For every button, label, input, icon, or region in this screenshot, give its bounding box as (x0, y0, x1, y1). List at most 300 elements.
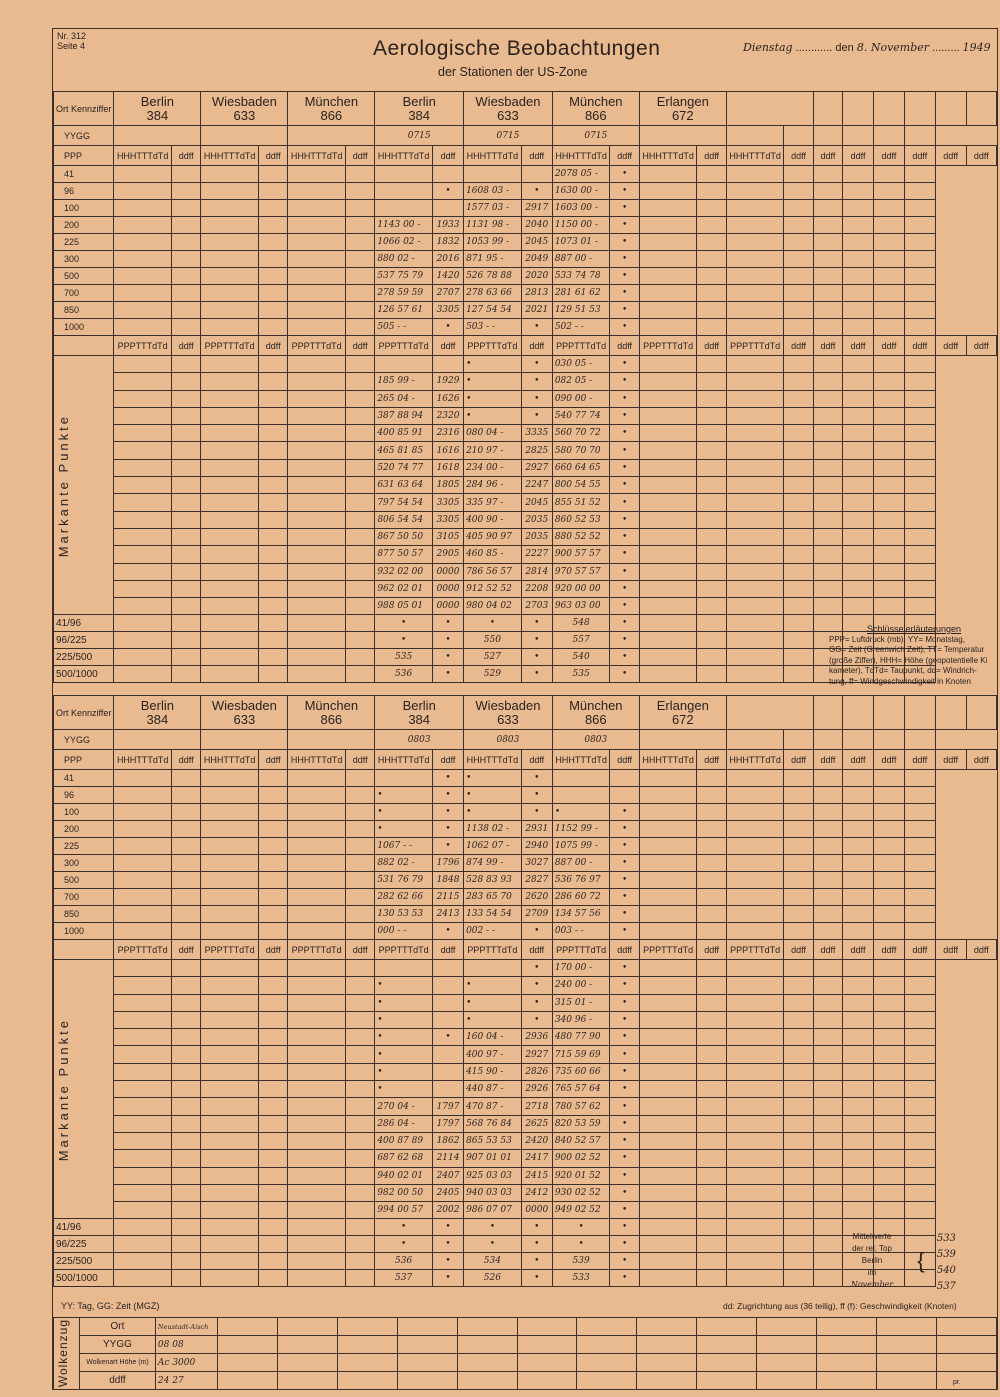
cell (114, 494, 172, 511)
cell (114, 1046, 172, 1063)
cell (904, 906, 935, 923)
obs-value: • (610, 923, 639, 940)
cell (726, 598, 784, 615)
cell (639, 425, 697, 442)
layer-value: • (610, 1219, 639, 1236)
column-header-ddff: ddff (843, 336, 874, 356)
cell (172, 285, 201, 302)
table-row (54, 821, 997, 838)
cell (259, 923, 288, 940)
column-header-ddff: ddff (813, 940, 842, 960)
column-header-ddff: ddff (935, 336, 966, 356)
cell (843, 696, 874, 730)
cell (114, 1184, 172, 1201)
cell (784, 889, 813, 906)
cell (639, 268, 697, 285)
cell (114, 546, 172, 563)
cell (873, 563, 904, 580)
station-name: München (304, 698, 359, 713)
cell (201, 872, 259, 889)
cell (726, 696, 813, 730)
obs-value: 400 87 89 (375, 1132, 433, 1149)
means-value: 540 (936, 1265, 956, 1276)
cell (873, 92, 904, 126)
cell (259, 563, 288, 580)
cell (873, 1184, 904, 1201)
table-row (54, 511, 997, 528)
cell (217, 1354, 277, 1372)
cell (784, 1219, 813, 1236)
cell (813, 563, 842, 580)
cell (784, 477, 813, 494)
layer-value: 527 (464, 649, 522, 666)
obs-value: 286 04 - (375, 1115, 433, 1132)
obs-value: 880 52 52 (552, 528, 610, 545)
cell (639, 528, 697, 545)
cell (288, 511, 346, 528)
cell (639, 1219, 697, 1236)
cell (784, 200, 813, 217)
column-header-ddff: ddff (784, 750, 813, 770)
cell (757, 1372, 817, 1390)
cell (697, 838, 726, 855)
cell (457, 1336, 517, 1354)
obs-value: • (464, 407, 522, 424)
cell (873, 166, 904, 183)
obs-value: • (610, 994, 639, 1011)
cell (843, 217, 874, 234)
obs-value: 786 56 57 (464, 563, 522, 580)
column-header-hhh: HHHTTTdTd (639, 146, 697, 166)
cell (904, 855, 935, 872)
table-row (54, 546, 997, 563)
cell (277, 1354, 337, 1372)
cell (201, 1046, 259, 1063)
column-header-ppp: PPPTTTdTd (288, 940, 346, 960)
obs-value: 0000 (432, 563, 463, 580)
cell (904, 1029, 935, 1046)
cell (873, 906, 904, 923)
cell (345, 977, 374, 994)
cell (345, 302, 374, 319)
cell (697, 390, 726, 407)
cell (784, 1253, 813, 1270)
cell (843, 821, 874, 838)
cell (936, 1318, 996, 1336)
layer-value: 535 (552, 666, 610, 683)
cell (114, 977, 172, 994)
cell (784, 494, 813, 511)
cell (726, 838, 784, 855)
cell (784, 126, 813, 146)
layer-label: 225/500 (54, 649, 114, 666)
station-number: 866 (584, 712, 607, 727)
cell (784, 1202, 813, 1219)
obs-value (432, 166, 463, 183)
cell (904, 459, 935, 476)
cell (697, 425, 726, 442)
column-header-ddff: ddff (521, 940, 552, 960)
cell (843, 477, 874, 494)
column-header-ddff: ddff (697, 146, 726, 166)
cell (697, 302, 726, 319)
cell (813, 977, 842, 994)
cell (843, 977, 874, 994)
cell (288, 477, 346, 494)
cell (114, 234, 172, 251)
obs-value: 1150 00 - (552, 217, 610, 234)
cell (784, 1270, 813, 1287)
obs-value: • (610, 821, 639, 838)
column-header-ddff: ddff (345, 750, 374, 770)
column-header-hhh: HHHTTTdTd (552, 750, 610, 770)
cell (904, 494, 935, 511)
cell (172, 1081, 201, 1098)
obs-value: 315 01 - (552, 994, 610, 1011)
cell (259, 166, 288, 183)
obs-value (432, 200, 463, 217)
obs-value: 126 57 61 (375, 302, 433, 319)
cell (726, 302, 784, 319)
obs-value: 871 95 - (464, 251, 522, 268)
cell (784, 251, 813, 268)
obs-value: 526 78 88 (464, 268, 522, 285)
column-header-ddff: ddff (697, 940, 726, 960)
cell (873, 546, 904, 563)
obs-value: • (521, 183, 552, 200)
cell (288, 770, 346, 787)
obs-value: 874 99 - (464, 855, 522, 872)
table-row (54, 1167, 997, 1184)
station-name: München (569, 698, 623, 713)
cell (639, 923, 697, 940)
cell (288, 373, 346, 390)
cell (726, 92, 813, 126)
cell (784, 1236, 813, 1253)
cell (784, 459, 813, 476)
cell (726, 1150, 784, 1167)
obs-value: 855 51 52 (552, 494, 610, 511)
table-row (54, 872, 997, 889)
cell (288, 1098, 346, 1115)
cell (114, 1081, 172, 1098)
obs-value: 970 57 57 (552, 563, 610, 580)
cell (873, 183, 904, 200)
cell (345, 994, 374, 1011)
cell (843, 285, 874, 302)
means-label: der rel. Top (852, 1244, 892, 1253)
yygg-label: YYGG (54, 730, 114, 750)
cell (201, 1236, 259, 1253)
cell (697, 960, 726, 977)
cell (904, 1081, 935, 1098)
obs-value: 537 75 79 (375, 268, 433, 285)
obs-value: • (464, 977, 522, 994)
obs-value: 2115 (432, 889, 463, 906)
cell (697, 1236, 726, 1253)
cell (873, 1132, 904, 1149)
obs-value: • (610, 906, 639, 923)
cell (873, 126, 904, 146)
station-name: Berlin (402, 698, 436, 713)
cell (288, 1150, 346, 1167)
cell (697, 234, 726, 251)
station-name: Erlangen (656, 698, 709, 713)
cell (639, 787, 697, 804)
column-header-ppp: PPPTTTdTd (464, 336, 522, 356)
cell (726, 977, 784, 994)
cell (757, 1318, 817, 1336)
column-header-ddff: ddff (843, 146, 874, 166)
obs-value: 1805 (432, 477, 463, 494)
obs-value: • (521, 804, 552, 821)
layer-value: • (375, 1236, 433, 1253)
cell (201, 821, 259, 838)
cell (201, 923, 259, 940)
obs-value: • (521, 407, 552, 424)
table-row (54, 994, 997, 1011)
layer-value: 529 (464, 666, 522, 683)
obs-value: • (610, 477, 639, 494)
obs-value: 286 60 72 (552, 889, 610, 906)
cell (114, 923, 172, 940)
column-header-ddff: ddff (259, 940, 288, 960)
column-header-ddff: ddff (521, 750, 552, 770)
obs-value: 887 00 - (552, 855, 610, 872)
cell (784, 730, 813, 750)
cell (784, 1098, 813, 1115)
wolkenzug-value: 24 27 (155, 1372, 217, 1390)
column-header-ddff: ddff (813, 750, 842, 770)
cell (843, 200, 874, 217)
cell (904, 1132, 935, 1149)
cell (288, 649, 346, 666)
cell (726, 442, 784, 459)
column-header-ddff: ddff (784, 146, 813, 166)
cell (639, 1202, 697, 1219)
cell (697, 770, 726, 787)
obs-value: 127 54 54 (464, 302, 522, 319)
cell (726, 1081, 784, 1098)
cell (259, 546, 288, 563)
cell (172, 407, 201, 424)
cell (345, 649, 374, 666)
obs-value: 003 - - (552, 923, 610, 940)
cell (639, 821, 697, 838)
station-name: Wiesbaden (475, 698, 541, 713)
obs-value: 880 02 - (375, 251, 433, 268)
table-row (54, 960, 997, 977)
cell (873, 994, 904, 1011)
cell (697, 1184, 726, 1201)
row-label: 200 (54, 821, 114, 838)
station-header (114, 92, 201, 126)
cell (259, 960, 288, 977)
column-header-ddff: ddff (697, 336, 726, 356)
cell (639, 234, 697, 251)
markante-text: Markante Punkte (56, 1017, 71, 1161)
obs-value: 580 70 70 (552, 442, 610, 459)
obs-value: • (521, 319, 552, 336)
column-header-hhh: HHHTTTdTd (464, 146, 522, 166)
cell (784, 580, 813, 597)
cell (114, 459, 172, 476)
obs-value: • (610, 1167, 639, 1184)
cell (172, 425, 201, 442)
obs-value: 2917 (521, 200, 552, 217)
cell (639, 477, 697, 494)
cell (697, 1098, 726, 1115)
cell (288, 923, 346, 940)
layer-value: • (464, 1219, 522, 1236)
cell (904, 546, 935, 563)
obs-value: 560 70 72 (552, 425, 610, 442)
column-header-ddff: ddff (432, 750, 463, 770)
column-header-ddff: ddff (813, 336, 842, 356)
layer-value: 539 (552, 1253, 610, 1270)
cell (114, 1202, 172, 1219)
obs-value: • (610, 1046, 639, 1063)
layer-value: • (432, 1219, 463, 1236)
obs-value: • (432, 770, 463, 787)
table-row (54, 750, 997, 770)
yygg-value: 0715 (375, 126, 464, 146)
cell (577, 1354, 637, 1372)
cell (639, 1132, 697, 1149)
cell (813, 251, 842, 268)
cell (172, 770, 201, 787)
obs-value: 2016 (432, 251, 463, 268)
obs-value: • (610, 217, 639, 234)
cell (114, 511, 172, 528)
table-row (54, 477, 997, 494)
cell (345, 200, 374, 217)
cell (784, 528, 813, 545)
obs-value: 3305 (432, 511, 463, 528)
station-header (639, 696, 726, 730)
cell (873, 251, 904, 268)
cell (114, 1253, 172, 1270)
cell (904, 92, 935, 126)
cell (726, 494, 784, 511)
cell (201, 1270, 259, 1287)
obs-value: • (610, 1063, 639, 1080)
cell (201, 356, 259, 373)
layer-value: • (521, 615, 552, 632)
column-header-ddff: ddff (873, 146, 904, 166)
cell (843, 126, 874, 146)
cell (517, 1372, 577, 1390)
cell (813, 92, 842, 126)
layer-value: • (521, 666, 552, 683)
cell (259, 598, 288, 615)
cell (813, 1167, 842, 1184)
cell (813, 302, 842, 319)
cell (784, 906, 813, 923)
cell (904, 477, 935, 494)
cell (114, 787, 172, 804)
cell (726, 1167, 784, 1184)
cell (345, 821, 374, 838)
obs-value: 129 51 53 (552, 302, 610, 319)
cell (345, 1270, 374, 1287)
cell (784, 615, 813, 632)
obs-value: 030 05 - (552, 356, 610, 373)
obs-value: 806 54 54 (375, 511, 433, 528)
cell (813, 425, 842, 442)
cell (114, 319, 172, 336)
obs-value: • (464, 770, 522, 787)
cell (697, 889, 726, 906)
cell (873, 268, 904, 285)
cell (114, 528, 172, 545)
cell (843, 1115, 874, 1132)
cell (726, 183, 784, 200)
cell (843, 251, 874, 268)
cell (172, 1132, 201, 1149)
station-header (201, 92, 288, 126)
cell (726, 1011, 784, 1028)
cell (172, 855, 201, 872)
cell (172, 632, 201, 649)
obs-value (432, 960, 463, 977)
cell (217, 1336, 277, 1354)
column-header-ppp: PPPTTTdTd (114, 336, 172, 356)
obs-value: 920 00 00 (552, 580, 610, 597)
cell (639, 855, 697, 872)
cell (697, 183, 726, 200)
station-number: 866 (320, 712, 343, 727)
cell (201, 1098, 259, 1115)
cell (726, 126, 784, 146)
cell (784, 546, 813, 563)
column-header-ddff: ddff (345, 336, 374, 356)
obs-value: 1626 (432, 390, 463, 407)
means-value: 533 (936, 1233, 956, 1244)
cell (873, 356, 904, 373)
cell (288, 234, 346, 251)
wolkenzug-row-label: Ort (79, 1318, 155, 1336)
obs-value: 520 74 77 (375, 459, 433, 476)
column-header-ddff: ddff (843, 750, 874, 770)
cell (639, 649, 697, 666)
obs-value: • (521, 977, 552, 994)
obs-value: 2827 (521, 872, 552, 889)
cell (784, 390, 813, 407)
cell (843, 730, 874, 750)
cell (288, 1219, 346, 1236)
cell (813, 1029, 842, 1046)
cell (345, 960, 374, 977)
cell (114, 373, 172, 390)
cell (813, 855, 842, 872)
cell (259, 356, 288, 373)
obs-value: 000 - - (375, 923, 433, 940)
cell (904, 217, 935, 234)
cell (201, 511, 259, 528)
cell (877, 1372, 937, 1390)
cell (813, 1046, 842, 1063)
markante-label (54, 356, 114, 615)
obs-value: 1608 03 - (464, 183, 522, 200)
row-label: 500 (54, 872, 114, 889)
corner-mark: pr. (953, 1379, 961, 1386)
cell (172, 960, 201, 977)
cell (259, 200, 288, 217)
cell (639, 1270, 697, 1287)
obs-value: 2413 (432, 906, 463, 923)
layer-value: • (552, 1219, 610, 1236)
